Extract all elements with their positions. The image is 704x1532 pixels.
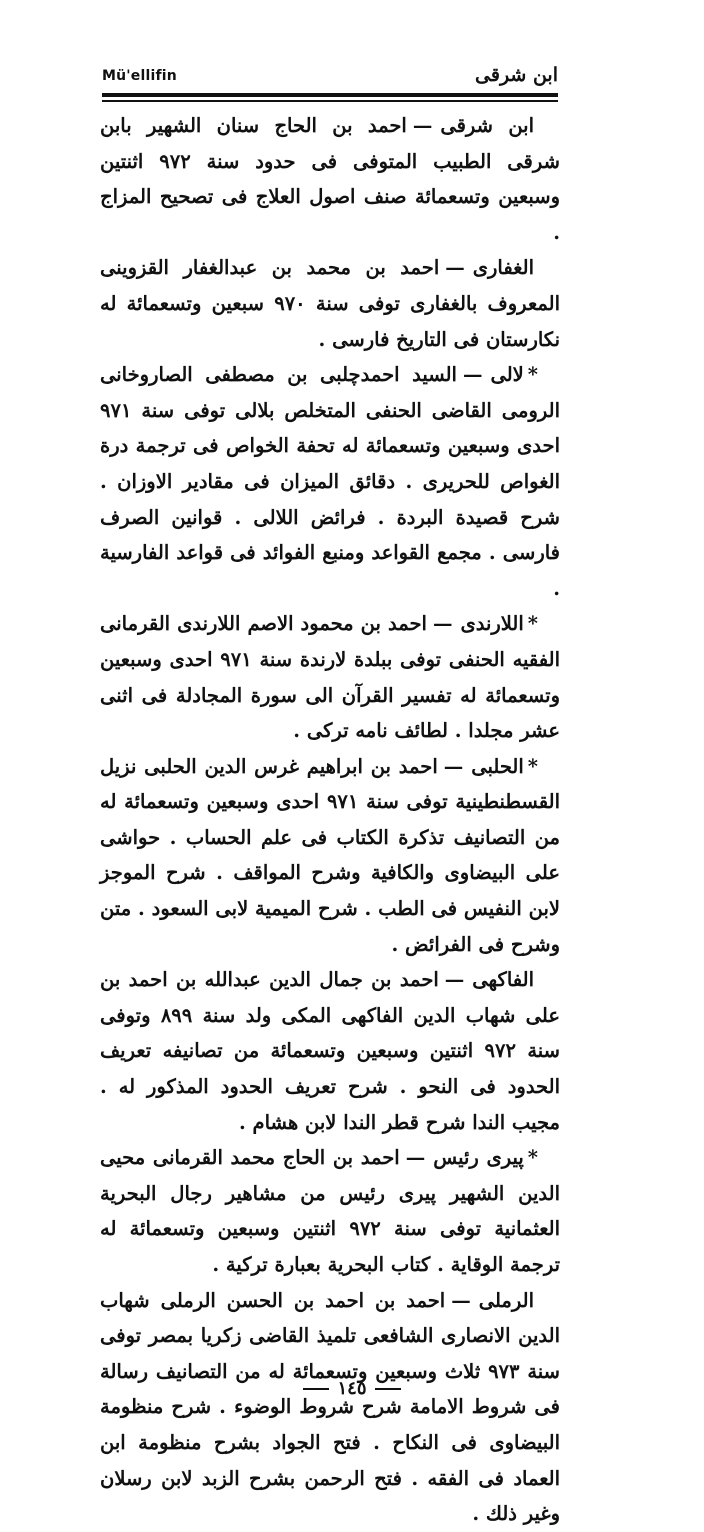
entry	[100, 108, 560, 250]
entry-name: الغفارى	[472, 256, 534, 280]
page-number: ١٤٥	[337, 1378, 367, 1399]
running-header	[102, 64, 558, 90]
page-footer	[0, 1378, 704, 1399]
entry-dash: —	[451, 1288, 471, 1312]
footer-dash-left	[303, 1388, 329, 1390]
entry-name: الفاكهى	[472, 968, 534, 992]
entry	[100, 250, 560, 357]
entry-text: احمد بن محمد بن عبدالغفار القزوينى المعروف بالغفارى توفى سنة ٩٧٠ سبعين وتسعمائة له نكارستان فى التاريخ فارسى .	[100, 256, 560, 351]
entry-star: *	[527, 1146, 538, 1170]
entry-text: احمد بن احمد بن الحسن الرملى شهاب الدين الانصارى الشافعى تلميذ القاضى زكريا بمصر توفى سنة ٩٧٣ ثلاث وسبعين وتسعمائة له من التصانيف رسالة فى شروط الامامة شرح شروط الوضوء . شرح منظومة البيضاوى فى النكاح . فتح الجواد بشرح منظومة ابن العماد فى الفقه . فتح الرحمن بشرح الزبد لابن رسلان وغير ذلك .	[100, 1288, 560, 1526]
entry-text: السيد احمدچلبى بن مصطفى الصاروخانى الرومى القاضى الحنفى المتخلص بلالى توفى سنة ٩٧١ احدى وسبعين وتسعمائة له تحفة الخواص فى ترجمة درة الغواص للحريرى . دقائق الميزان فى مقادير الاوزان . شرح قصيدة البردة . فرائض اللالى . قوانين الصرف فارسى . مجمع القواعد ومنبع الفوائد فى قواعد الفارسية .	[100, 363, 560, 600]
entry-dash: —	[412, 114, 433, 137]
header-book-title: Mü'ellifin	[102, 68, 177, 84]
entry-star: *	[527, 754, 538, 778]
entry	[100, 606, 560, 748]
entry-text: احمد بن محمود الاصم اللارندى القرمانى الفقيه الحنفى توفى ببلدة لارندة سنة ٩٧١ احدى وسبعين وتسعمائة له تفسير القرآن الى سورة المجادلة فى اثنى عشر مجلدا . لطائف نامه تركى .	[100, 612, 560, 743]
entry-name: پيرى رئيس	[433, 1146, 524, 1170]
entry-dash: —	[443, 754, 464, 778]
header-entry-name: ابن شرقى	[475, 64, 558, 86]
entry-name: ابن شرقى	[440, 114, 535, 137]
entry	[100, 1283, 560, 1532]
entry-name: الرملى	[478, 1288, 534, 1312]
entry-text: احمد بن جمال الدين عبدالله بن احمد بن على شهاب الدين الفاكهى المكى ولد سنة ٨٩٩ وتوفى سنة ٩٧٢ اثنتين وسبعين وتسعمائة من تصانيفه تعريف الحدود فى النحو . شرح تعريف الحدود المذكور له . مجيب الندا شرح قطر الندا لابن هشام .	[100, 968, 561, 1134]
entry-text: احمد بن الحاج سنان الشهير بابن شرقى الطبيب المتوفى فى حدود سنة ٩٧٢ اثنتين وسبعين وتسعمائة صنف اصول العلاج فى تصحيح المزاج .	[100, 114, 560, 244]
entry	[100, 357, 560, 606]
entry-dash: —	[445, 256, 465, 280]
entry-star: *	[527, 363, 538, 387]
entry-name: لالى	[490, 363, 524, 387]
footer-dash-right	[375, 1388, 401, 1390]
entry-dash: —	[432, 612, 453, 636]
entries-body	[100, 108, 560, 1532]
entry	[100, 1140, 560, 1282]
entry-text: احمد بن ابراهيم غرس الدين الحلبى نزيل القسطنطينية توفى سنة ٩٧١ احدى وسبعين وتسعمائة له من التصانيف تذكرة الكتاب فى علم الحساب . حواشى على البيضاوى والكافية وشرح المواقف . شرح الموجز لابن النفيس فى الطب . شرح الميمية لابى السعود . متن وشرح فى الفرائض .	[100, 754, 560, 956]
entry-name: الحلبى	[471, 754, 524, 778]
entry-dash: —	[405, 1146, 426, 1170]
entry-text: احمد بن الحاج محمد القرمانى محيى الدين الشهير پيرى رئيس من مشاهير رجال البحرية العثمانية توفى سنة ٩٧٢ اثنتين وسبعين وتسعمائة له ترجمة الوقاية . كتاب البحرية بعبارة تركية .	[100, 1146, 560, 1276]
entry	[100, 749, 560, 963]
header-rule-thin	[102, 100, 558, 102]
header-rule-thick	[102, 93, 558, 97]
entry-star: *	[527, 612, 538, 636]
entry-dash: —	[462, 363, 483, 387]
entry-name: اللارندى	[460, 612, 524, 636]
entry-dash: —	[444, 968, 465, 992]
entry	[100, 962, 560, 1140]
